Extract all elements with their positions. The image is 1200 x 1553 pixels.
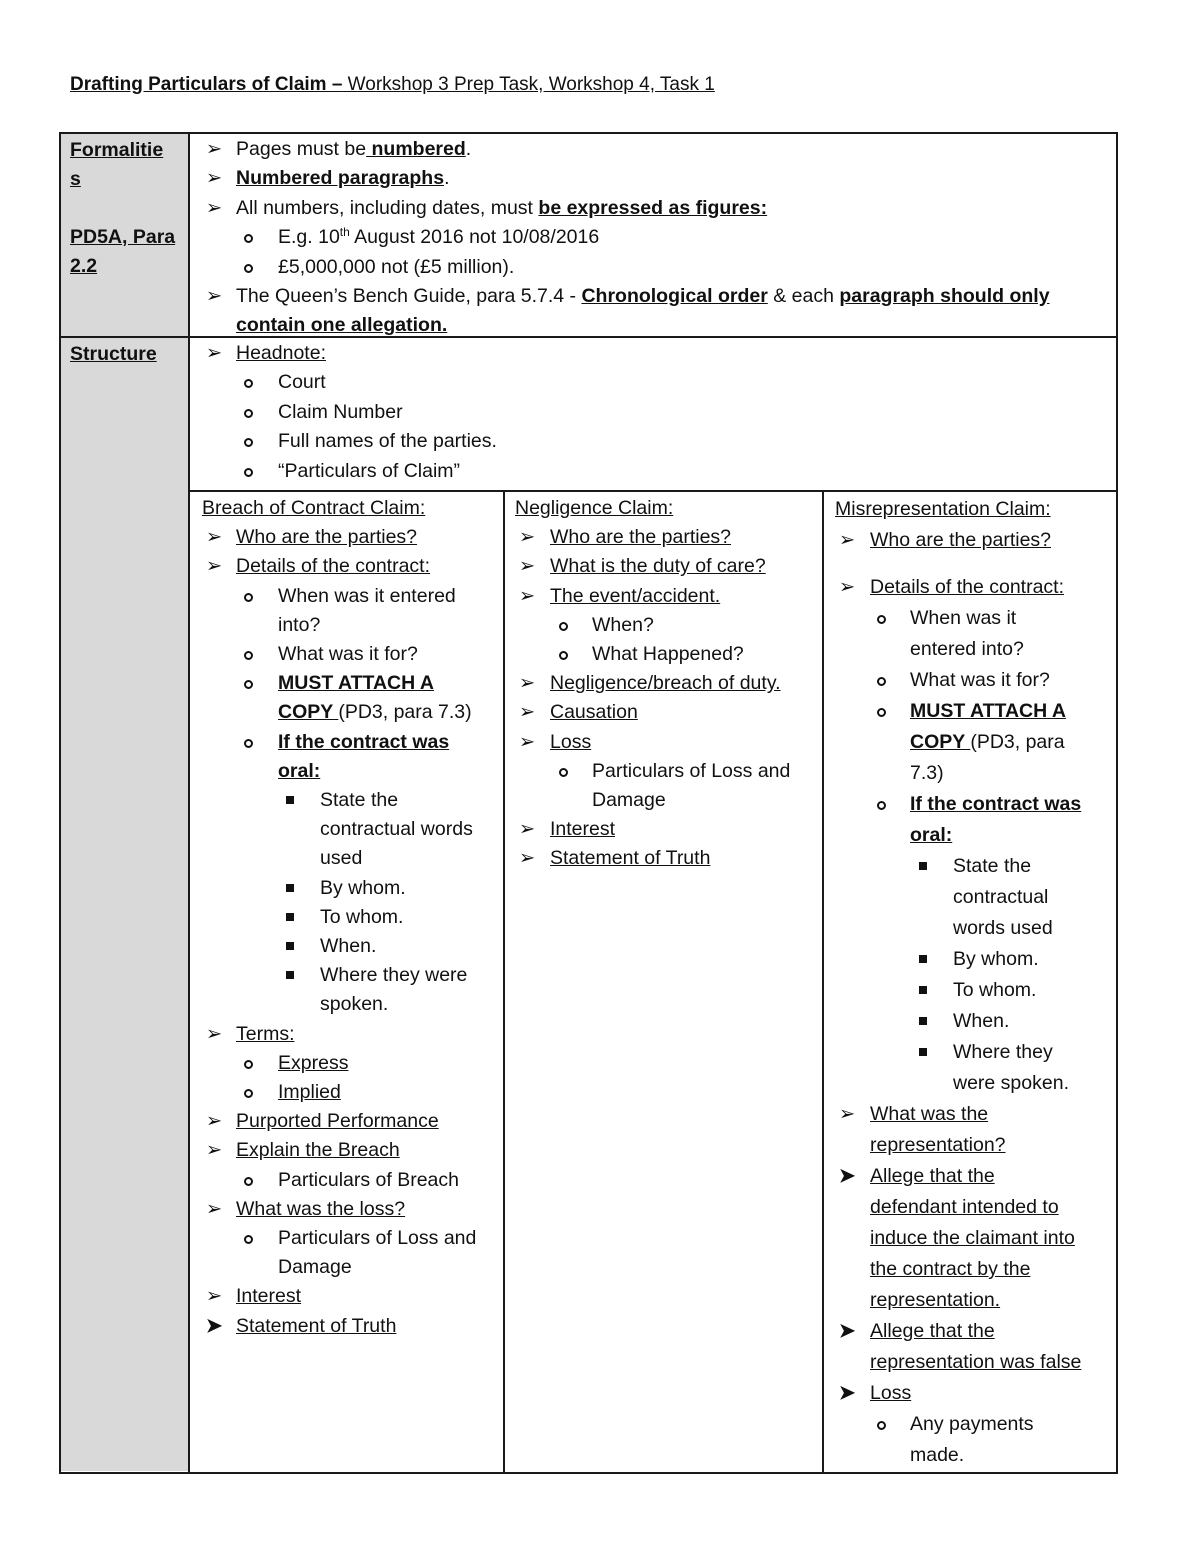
text: Who are the parties? <box>550 526 732 549</box>
text: representation was false <box>870 1351 1082 1373</box>
text: To whom. <box>953 979 1037 1001</box>
list-item-continued <box>835 1130 1111 1161</box>
circle-bullet-icon <box>244 264 253 273</box>
text: Explain the Breach <box>236 1139 400 1162</box>
text: When. <box>320 935 377 958</box>
text: (PD3, para <box>970 731 1065 753</box>
text: When. <box>953 1010 1010 1032</box>
circle-bullet-icon <box>559 651 568 660</box>
arrow-bullet-icon: ➢ <box>518 672 536 695</box>
column-heading: Negligence Claim: <box>515 497 674 519</box>
circle-bullet-icon <box>559 768 568 777</box>
circle-bullet-icon <box>877 708 886 717</box>
headnote-content <box>202 339 1102 486</box>
list-item <box>835 525 1111 556</box>
text: (PD3, para 7.3) <box>338 701 472 724</box>
list-item <box>515 552 815 581</box>
text-emphasis: MUST ATTACH A <box>278 672 434 695</box>
text: All numbers, including dates, must <box>236 196 539 219</box>
list-item <box>202 932 498 961</box>
list-item <box>202 582 498 611</box>
text: “Particulars of Claim” <box>278 459 461 482</box>
text: Loss <box>550 730 592 753</box>
pd5a-label-line1: PD5A, Para <box>70 226 176 248</box>
list-item <box>202 728 498 757</box>
list-item <box>202 457 1102 486</box>
circle-bullet-icon <box>877 677 886 686</box>
list-item-continued <box>202 990 498 1019</box>
text: Claim Number <box>278 400 403 423</box>
list-item <box>835 1378 1111 1409</box>
list-item-continued <box>202 698 498 727</box>
list-item <box>515 611 815 640</box>
list-item <box>202 282 1102 311</box>
text: were spoken. <box>953 1072 1069 1094</box>
text: entered into? <box>910 638 1024 660</box>
square-bullet-icon <box>286 913 294 921</box>
list-item <box>515 757 815 786</box>
arrow-bullet-icon: ➢ <box>838 576 856 598</box>
text: State the <box>320 789 399 812</box>
text: words used <box>953 917 1053 939</box>
text-emphasis: COPY <box>278 701 339 724</box>
list-item <box>835 789 1111 820</box>
arrow-bullet-icon: ➢ <box>518 526 536 549</box>
text: When was it entered <box>278 584 456 607</box>
list-item <box>515 728 815 757</box>
text-emphasis: MUST ATTACH A <box>910 700 1066 722</box>
arrow-bullet-icon: ➢ <box>518 555 536 578</box>
text: By whom. <box>953 948 1039 970</box>
list-item <box>202 1195 498 1224</box>
arrow-bullet-icon: ➤ <box>838 1320 856 1342</box>
text: Pages must be <box>236 138 367 160</box>
text: Where they <box>953 1041 1053 1063</box>
circle-bullet-icon <box>244 680 253 689</box>
text: Loss <box>870 1382 912 1404</box>
arrow-bullet-icon: ➢ <box>205 196 223 219</box>
circle-bullet-icon <box>244 468 253 477</box>
circle-bullet-icon <box>244 1089 253 1098</box>
arrow-bullet-icon: ➢ <box>205 555 223 578</box>
formalities-content <box>202 135 1102 341</box>
list-item <box>515 844 815 873</box>
circle-bullet-icon <box>244 438 253 447</box>
negligence-claim-column <box>515 494 815 874</box>
list-item <box>202 194 1102 223</box>
arrow-bullet-icon: ➢ <box>518 730 536 753</box>
text: Particulars of Loss and <box>592 759 791 782</box>
text: Interest <box>550 818 616 841</box>
text-emphasis: If the contract was <box>278 730 450 753</box>
square-bullet-icon <box>286 884 294 892</box>
list-item <box>835 572 1111 603</box>
arrow-bullet-icon: ➤ <box>205 1314 223 1337</box>
text: Causation <box>550 701 638 724</box>
list-item <box>202 253 1102 282</box>
text-emphasis: numbered <box>366 138 466 160</box>
contract-claim-column <box>202 494 498 1341</box>
list-item <box>835 1099 1111 1130</box>
list-item <box>835 1409 1111 1440</box>
list-item <box>202 1224 498 1253</box>
text: Where they were <box>320 964 468 987</box>
text: induce the claimant into <box>870 1227 1075 1249</box>
text: The Queen’s Bench Guide, para 5.7.4 - <box>236 285 582 308</box>
list-item-continued <box>515 786 815 815</box>
list-item-continued <box>835 1347 1111 1378</box>
text: Particulars of Breach <box>278 1168 459 1191</box>
text: representation? <box>870 1134 1006 1156</box>
column-divider-1 <box>503 490 505 1474</box>
circle-bullet-icon <box>877 1421 886 1430</box>
formalities-label-line1: Formalitie <box>70 139 164 161</box>
text: made. <box>910 1444 965 1466</box>
text: defendant intended to <box>870 1196 1059 1218</box>
text: By whom. <box>320 876 406 899</box>
list-item <box>835 665 1111 696</box>
list-item <box>202 903 498 932</box>
list-item <box>202 786 498 815</box>
text: State the <box>953 855 1032 877</box>
text: representation. <box>870 1289 1001 1311</box>
list-item <box>835 603 1111 634</box>
list-item <box>835 1161 1111 1192</box>
arrow-bullet-icon: ➢ <box>205 1285 223 1308</box>
column-divider-2 <box>822 490 824 1474</box>
arrow-bullet-icon: ➢ <box>205 342 223 364</box>
text: To whom. <box>320 905 404 928</box>
list-item <box>202 523 498 552</box>
text: into? <box>278 613 321 636</box>
text: Allege that the <box>870 1320 995 1342</box>
text-emphasis: be expressed as figures: <box>538 196 768 219</box>
text: What was the loss? <box>236 1197 406 1220</box>
square-bullet-icon <box>286 796 294 804</box>
list-item <box>202 368 1102 397</box>
superscript: th <box>339 225 350 240</box>
text: Court <box>278 371 326 394</box>
list-item <box>835 1006 1111 1037</box>
text: When? <box>592 613 654 636</box>
list-item <box>202 398 1102 427</box>
list-item-continued <box>835 913 1111 944</box>
list-item <box>202 1049 498 1078</box>
list-item-continued <box>835 634 1111 665</box>
list-item-continued <box>835 1068 1111 1099</box>
text: Interest <box>236 1285 302 1308</box>
list-item-continued <box>835 882 1111 913</box>
text: Details of the contract: <box>870 576 1065 598</box>
text: & each <box>767 285 840 308</box>
text: What was it for? <box>278 643 418 666</box>
list-item-continued <box>202 611 498 640</box>
text-emphasis: oral: <box>910 824 953 846</box>
list-item-continued <box>835 1223 1111 1254</box>
column-heading: Misrepresentation Claim: <box>835 498 1051 520</box>
list-item <box>835 944 1111 975</box>
text: The event/accident. <box>550 584 721 607</box>
list-item <box>202 339 1102 368</box>
formalities-label-line2: s <box>70 168 81 190</box>
list-item-continued <box>202 1253 498 1282</box>
text: Implied <box>278 1081 341 1104</box>
text-emphasis: If the contract was <box>910 793 1082 815</box>
list-item <box>202 874 498 903</box>
circle-bullet-icon <box>244 1235 253 1244</box>
circle-bullet-icon <box>244 379 253 388</box>
text: . <box>444 167 450 190</box>
arrow-bullet-icon: ➢ <box>205 1022 223 1045</box>
text: used <box>320 847 363 870</box>
title-rest: Workshop 3 Prep Task, Workshop 4, Task 1 <box>342 74 715 95</box>
circle-bullet-icon <box>244 1177 253 1186</box>
text: 7.3) <box>910 762 944 784</box>
arrow-bullet-icon: ➢ <box>205 526 223 549</box>
arrow-bullet-icon: ➢ <box>205 1110 223 1133</box>
page-title <box>70 74 715 96</box>
list-item <box>202 1312 498 1341</box>
text: When was it <box>910 607 1017 629</box>
list-item <box>202 1282 498 1311</box>
arrow-bullet-icon: ➢ <box>838 1103 856 1125</box>
list-item <box>515 815 815 844</box>
list-item <box>835 851 1111 882</box>
text: Details of the contract: <box>236 555 431 578</box>
circle-bullet-icon <box>244 651 253 660</box>
list-item <box>202 1166 498 1195</box>
list-item <box>202 135 1102 164</box>
list-item <box>835 696 1111 727</box>
column-heading: Breach of Contract Claim: <box>202 497 426 519</box>
list-item <box>202 164 1102 193</box>
text: . <box>465 138 472 160</box>
list-item <box>202 961 498 990</box>
circle-bullet-icon <box>244 739 253 748</box>
list-item-continued <box>835 820 1111 851</box>
text: Terms: <box>236 1022 295 1045</box>
arrow-bullet-icon: ➢ <box>518 847 536 870</box>
square-bullet-icon <box>286 942 294 950</box>
arrow-bullet-icon: ➤ <box>838 1165 856 1187</box>
list-item <box>202 552 498 581</box>
circle-bullet-icon <box>244 234 253 243</box>
list-item-continued <box>835 727 1111 758</box>
list-item-continued <box>835 758 1111 789</box>
square-bullet-icon <box>286 971 294 979</box>
text-emphasis: contain one allegation. <box>236 314 448 337</box>
text: spoken. <box>320 993 389 1016</box>
list-item-continued <box>202 815 498 844</box>
text: Negligence/breach of duty. <box>550 672 781 695</box>
text: contractual <box>953 886 1049 908</box>
list-item <box>835 1037 1111 1068</box>
square-bullet-icon <box>919 862 927 870</box>
circle-bullet-icon <box>244 409 253 418</box>
list-item <box>515 582 815 611</box>
text: E.g. 10 <box>278 226 340 249</box>
list-item <box>515 698 815 727</box>
circle-bullet-icon <box>877 801 886 810</box>
text: Statement of Truth <box>550 847 711 870</box>
list-item <box>202 1078 498 1107</box>
text: Allege that the <box>870 1165 995 1187</box>
text: Who are the parties? <box>236 526 418 549</box>
text: Full names of the parties. <box>278 430 497 453</box>
square-bullet-icon <box>919 1017 927 1025</box>
text: Particulars of Loss and <box>278 1227 477 1250</box>
square-bullet-icon <box>919 986 927 994</box>
square-bullet-icon <box>919 1048 927 1056</box>
list-item <box>202 669 498 698</box>
list-item <box>835 975 1111 1006</box>
text: contractual words <box>320 818 473 841</box>
list-item <box>202 223 1102 252</box>
arrow-bullet-icon: ➢ <box>518 701 536 724</box>
arrow-bullet-icon: ➢ <box>518 584 536 607</box>
text-emphasis: Chronological order <box>581 285 768 308</box>
list-item-continued <box>202 844 498 873</box>
text: Express <box>278 1051 349 1074</box>
text-emphasis: oral: <box>278 759 321 782</box>
structure-label: Structure <box>70 343 157 365</box>
text: Damage <box>278 1256 352 1279</box>
text: What Happened? <box>592 643 744 666</box>
text: What was it for? <box>910 669 1050 691</box>
text: £5,000,000 not (£5 million). <box>278 255 515 278</box>
text: Any payments <box>910 1413 1034 1435</box>
text-emphasis: paragraph should only <box>839 285 1050 308</box>
text: Statement of Truth <box>236 1314 397 1337</box>
misrep-claim-column <box>835 494 1111 1471</box>
circle-bullet-icon <box>877 615 886 624</box>
headnote-divider <box>188 490 1118 492</box>
circle-bullet-icon <box>244 1060 253 1069</box>
text-emphasis: COPY <box>910 731 971 753</box>
text: the contract by the <box>870 1258 1031 1280</box>
label-column-divider <box>188 132 190 1474</box>
list-item <box>515 669 815 698</box>
arrow-bullet-icon: ➢ <box>205 285 223 308</box>
list-item-continued <box>835 1440 1111 1471</box>
circle-bullet-icon <box>244 593 253 602</box>
square-bullet-icon <box>919 955 927 963</box>
arrow-bullet-icon: ➢ <box>518 818 536 841</box>
text: What is the duty of care? <box>550 555 766 578</box>
list-item <box>515 640 815 669</box>
formalities-label <box>70 136 175 281</box>
arrow-bullet-icon: ➢ <box>838 529 856 551</box>
text: August 2016 not 10/08/2016 <box>349 226 600 249</box>
title-bold: Drafting Particulars of Claim – <box>70 74 343 95</box>
circle-bullet-icon <box>559 622 568 631</box>
list-item <box>202 1136 498 1165</box>
list-item-continued <box>835 1285 1111 1316</box>
text: Purported Performance <box>236 1110 439 1133</box>
list-item-continued <box>202 757 498 786</box>
text: What was the <box>870 1103 989 1125</box>
text: Damage <box>592 789 666 812</box>
list-item-continued <box>835 1254 1111 1285</box>
arrow-bullet-icon: ➢ <box>205 1139 223 1162</box>
headnote-title: Headnote: <box>236 342 326 364</box>
list-item <box>202 640 498 669</box>
list-item <box>835 1316 1111 1347</box>
pd5a-label-line2: 2.2 <box>70 255 98 277</box>
list-item <box>202 1020 498 1049</box>
arrow-bullet-icon: ➤ <box>838 1382 856 1404</box>
list-item-continued <box>835 1192 1111 1223</box>
list-item <box>515 523 815 552</box>
list-item <box>202 427 1102 456</box>
arrow-bullet-icon: ➢ <box>205 1197 223 1220</box>
arrow-bullet-icon: ➢ <box>205 138 223 160</box>
arrow-bullet-icon: ➢ <box>205 167 223 190</box>
text-emphasis: Numbered paragraphs <box>236 167 445 190</box>
list-item <box>202 1107 498 1136</box>
list-item-continued <box>202 311 1102 340</box>
text: Who are the parties? <box>870 529 1052 551</box>
